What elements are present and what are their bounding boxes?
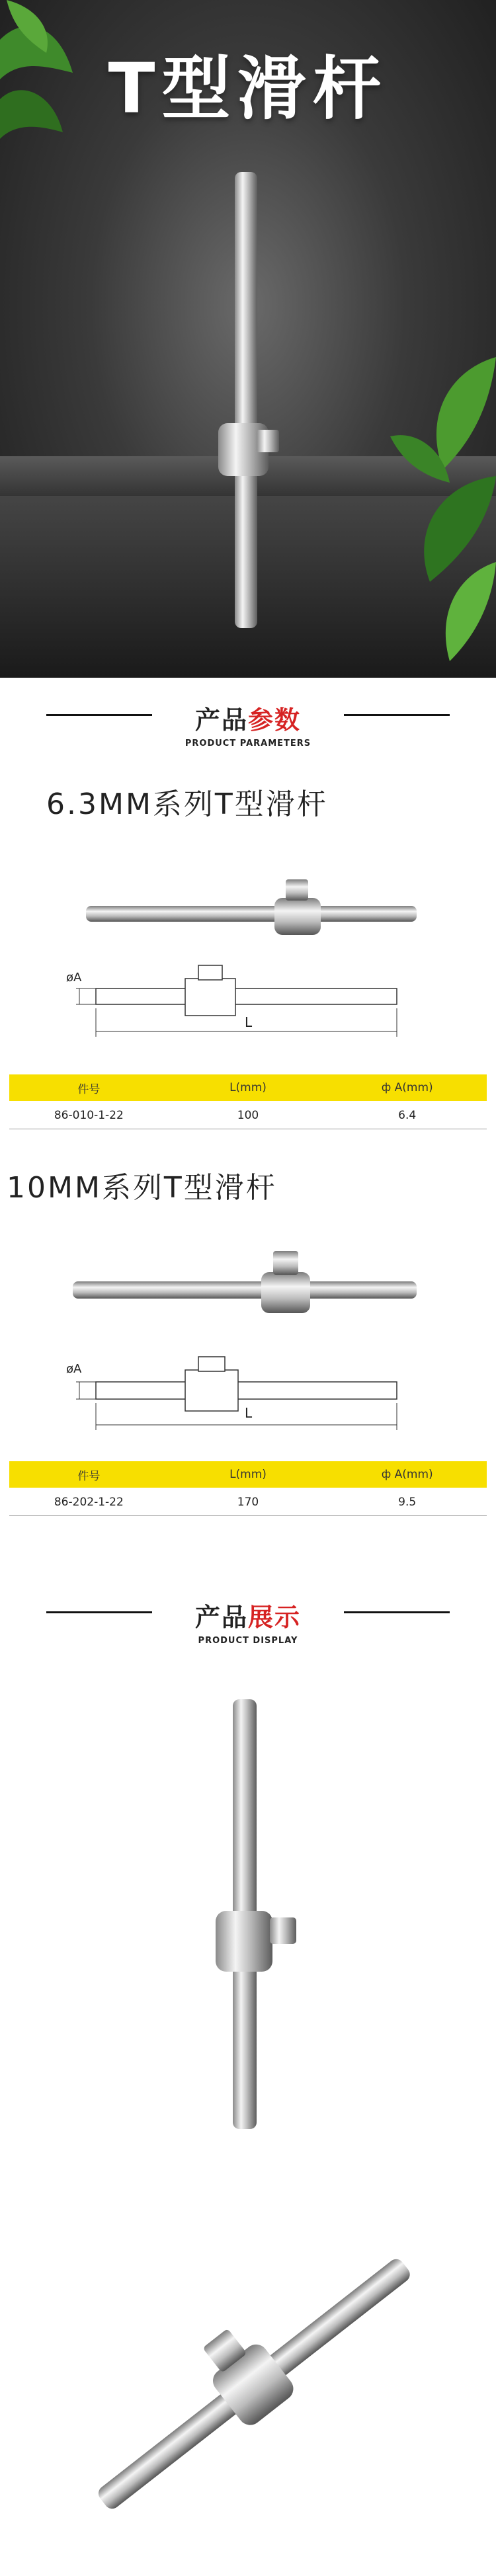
series-2-dim-l-label: L xyxy=(245,1405,253,1421)
header-part-number: 件号 xyxy=(77,1082,101,1096)
params-section-heading xyxy=(0,700,496,748)
display-section-heading xyxy=(0,1597,496,1646)
header-length: L(mm) xyxy=(229,1468,267,1481)
table-row xyxy=(9,1489,487,1516)
series-2-tool-photo xyxy=(73,1243,417,1322)
hero-title: T型滑杆 xyxy=(108,48,388,129)
cell-diameter: 6.4 xyxy=(398,1109,417,1122)
display-title-black: 产品 xyxy=(194,1603,248,1632)
display-tool-vertical xyxy=(198,1699,304,2136)
params-title-red: 参数 xyxy=(248,705,302,735)
series-1-dimension-drawing xyxy=(66,952,423,1058)
heading-line-left xyxy=(46,714,152,716)
display-tool-diagonal xyxy=(46,2162,456,2572)
cell-part-number: 86-202-1-22 xyxy=(54,1496,124,1509)
series-1-dim-l-label: L xyxy=(245,1014,253,1030)
series-2-table-header xyxy=(9,1461,487,1488)
leaf-right-decoration xyxy=(370,344,496,674)
display-title-red: 展示 xyxy=(248,1603,302,1632)
header-length: L(mm) xyxy=(229,1081,267,1094)
series-2-dimension-drawing xyxy=(66,1349,423,1448)
series-2-title: 10MM系列T型滑杆 xyxy=(7,1171,277,1205)
display-subtitle: PRODUCT DISPLAY xyxy=(198,1636,298,1646)
cell-part-number: 86-010-1-22 xyxy=(54,1109,124,1122)
params-subtitle: PRODUCT PARAMETERS xyxy=(185,739,311,748)
cell-diameter: 9.5 xyxy=(398,1496,417,1509)
params-title-black: 产品 xyxy=(194,705,248,735)
header-part-number: 件号 xyxy=(77,1469,101,1483)
series-1-dim-a-label: øA xyxy=(66,971,82,985)
cell-length: 170 xyxy=(237,1496,259,1509)
series-1-tool-photo xyxy=(86,873,417,946)
table-row xyxy=(9,1102,487,1129)
t-handle-product-image xyxy=(198,165,298,641)
series-2-dim-a-label: øA xyxy=(66,1362,82,1376)
series-1-title: 6.3MM系列T型滑杆 xyxy=(46,787,328,821)
series-1-table-header xyxy=(9,1074,487,1101)
heading-line-right xyxy=(344,1611,450,1613)
header-diameter: ф A(mm) xyxy=(381,1081,433,1094)
heading-line-left xyxy=(46,1611,152,1613)
header-diameter: ф A(mm) xyxy=(381,1468,433,1481)
params-title xyxy=(0,700,496,736)
cell-length: 100 xyxy=(237,1109,259,1122)
display-title xyxy=(0,1597,496,1633)
heading-line-right xyxy=(344,714,450,716)
